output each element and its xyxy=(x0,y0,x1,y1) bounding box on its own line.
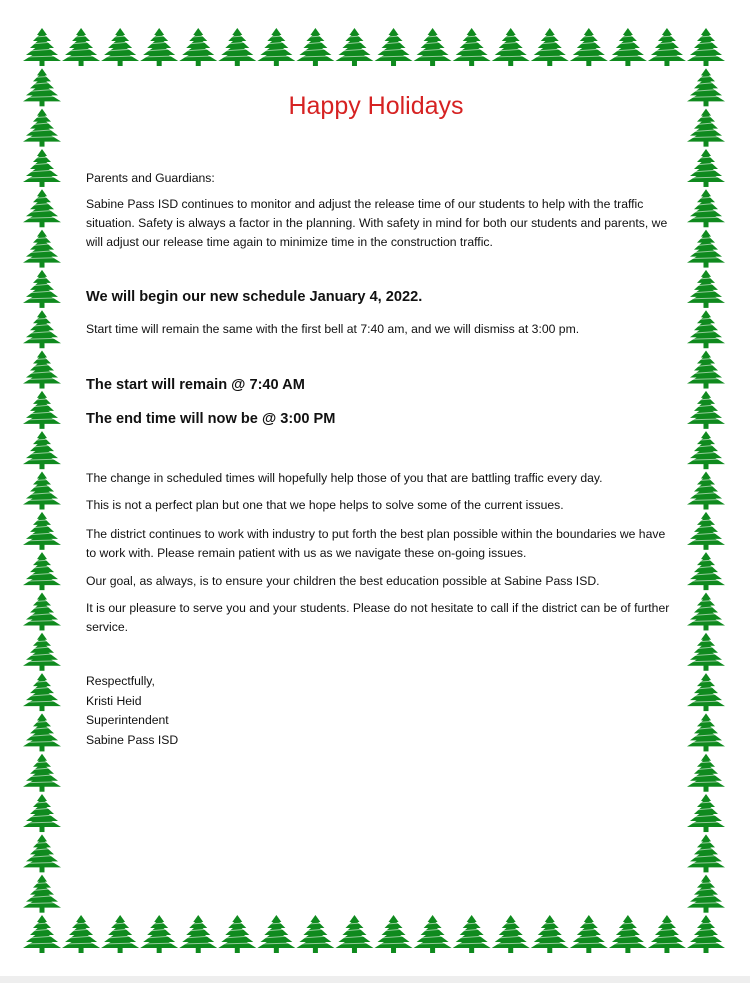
christmas-tree-icon xyxy=(62,28,100,66)
christmas-tree-icon xyxy=(23,149,61,187)
christmas-tree-icon xyxy=(62,915,100,953)
christmas-tree-icon xyxy=(414,915,452,953)
christmas-tree-icon xyxy=(687,270,725,308)
christmas-tree-icon xyxy=(687,109,725,147)
body-paragraph: Our goal, as always, is to ensure your children the best education possible at Sabine Pass ISD. xyxy=(86,574,600,588)
christmas-tree-icon xyxy=(23,351,61,389)
christmas-tree-icon xyxy=(687,472,725,510)
christmas-tree-icon xyxy=(687,713,725,751)
christmas-tree-icon xyxy=(687,512,725,550)
christmas-tree-icon xyxy=(687,754,725,792)
christmas-tree-icon xyxy=(375,28,413,66)
christmas-tree-icon xyxy=(296,915,334,953)
christmas-tree-icon xyxy=(23,109,61,147)
christmas-tree-icon xyxy=(687,230,725,268)
christmas-tree-icon xyxy=(492,28,530,66)
signature-organization: Sabine Pass ISD xyxy=(86,732,179,747)
christmas-tree-icon xyxy=(335,915,373,953)
signature-role: Superintendent xyxy=(86,713,169,727)
christmas-tree-icon xyxy=(335,28,373,66)
christmas-tree-icon xyxy=(453,915,491,953)
christmas-tree-icon xyxy=(218,28,256,66)
christmas-tree-icon xyxy=(687,68,725,106)
christmas-tree-icon xyxy=(23,472,61,510)
christmas-tree-icon xyxy=(23,673,61,711)
christmas-tree-icon xyxy=(687,633,725,671)
christmas-tree-icon xyxy=(570,28,608,66)
christmas-tree-icon xyxy=(648,28,686,66)
page-bottom-edge xyxy=(0,976,750,983)
christmas-tree-icon xyxy=(375,915,413,953)
christmas-tree-icon xyxy=(101,915,139,953)
christmas-tree-icon xyxy=(23,794,61,832)
christmas-tree-icon xyxy=(23,189,61,227)
christmas-tree-icon xyxy=(687,189,725,227)
christmas-tree-icon xyxy=(296,28,334,66)
christmas-tree-icon xyxy=(687,351,725,389)
christmas-tree-icon xyxy=(140,28,178,66)
christmas-tree-icon xyxy=(23,552,61,590)
body-paragraph: The district continues to work with industry to put forth the best plan possible within the boundaries we have to work with. Please remain patient with us as we navigate these on-going issues. xyxy=(86,527,666,560)
intro-paragraph: Sabine Pass ISD continues to monitor and adjust the release time of our students to help with the traffic situation. Safety is always a factor in the planning. With safety in mind for both our students and parents, we will adjust our release time again to minimize time in the construction traffic. xyxy=(86,197,668,249)
christmas-tree-icon xyxy=(687,391,725,429)
page-title: Happy Holidays xyxy=(288,92,464,120)
christmas-tree-icon xyxy=(23,230,61,268)
signature-block xyxy=(86,672,178,750)
christmas-tree-icon xyxy=(23,512,61,550)
christmas-tree-icon xyxy=(687,552,725,590)
schedule-heading: We will begin our new schedule January 4, 2022. xyxy=(86,289,423,305)
christmas-tree-icon xyxy=(23,270,61,308)
christmas-tree-icon xyxy=(23,391,61,429)
christmas-tree-icon xyxy=(23,754,61,792)
christmas-tree-icon xyxy=(218,915,256,953)
salutation: Parents and Guardians: xyxy=(86,171,215,185)
christmas-tree-icon xyxy=(257,915,295,953)
christmas-tree-icon xyxy=(414,28,452,66)
christmas-tree-icon xyxy=(453,28,491,66)
christmas-tree-icon xyxy=(570,915,608,953)
body-paragraph: This is not a perfect plan but one that we hope helps to solve some of the current issues. xyxy=(86,498,564,512)
body-paragraph: It is our pleasure to serve you and your students. Please do not hesitate to call if the district can be of further service. xyxy=(86,601,670,634)
christmas-tree-icon xyxy=(687,310,725,348)
christmas-tree-icon xyxy=(23,915,61,953)
christmas-tree-icon xyxy=(23,713,61,751)
christmas-tree-icon xyxy=(23,592,61,630)
christmas-tree-icon xyxy=(687,149,725,187)
christmas-tree-icon xyxy=(687,592,725,630)
body-paragraph: The change in scheduled times will hopefully help those of you that are battling traffic every day. xyxy=(86,471,603,485)
christmas-tree-icon xyxy=(23,633,61,671)
christmas-tree-icon xyxy=(257,28,295,66)
christmas-tree-icon xyxy=(609,915,647,953)
start-time-heading: The start will remain @ 7:40 AM xyxy=(86,377,305,393)
christmas-tree-icon xyxy=(23,28,61,66)
christmas-tree-icon xyxy=(101,28,139,66)
christmas-tree-icon xyxy=(492,915,530,953)
christmas-tree-icon xyxy=(687,673,725,711)
christmas-tree-icon xyxy=(687,794,725,832)
christmas-tree-icon xyxy=(609,28,647,66)
signature-name: Kristi Heid xyxy=(86,693,142,708)
christmas-tree-icon xyxy=(23,68,61,106)
signature-closing: Respectfully, xyxy=(86,674,155,688)
christmas-tree-icon xyxy=(179,28,217,66)
christmas-tree-icon xyxy=(531,915,569,953)
christmas-tree-icon xyxy=(687,915,725,953)
christmas-tree-icon xyxy=(23,431,61,469)
christmas-tree-icon xyxy=(23,834,61,872)
christmas-tree-icon xyxy=(687,431,725,469)
christmas-tree-icon xyxy=(687,28,725,66)
christmas-tree-icon xyxy=(531,28,569,66)
christmas-tree-icon xyxy=(179,915,217,953)
christmas-tree-icon xyxy=(687,834,725,872)
christmas-tree-icon xyxy=(648,915,686,953)
christmas-tree-icon xyxy=(687,875,725,913)
christmas-tree-icon xyxy=(23,875,61,913)
schedule-detail: Start time will remain the same with the first bell at 7:40 am, and we will dismiss at 3:00 pm. xyxy=(86,322,580,336)
christmas-tree-icon xyxy=(23,310,61,348)
end-time-heading: The end time will now be @ 3:00 PM xyxy=(86,411,336,427)
christmas-tree-icon xyxy=(140,915,178,953)
